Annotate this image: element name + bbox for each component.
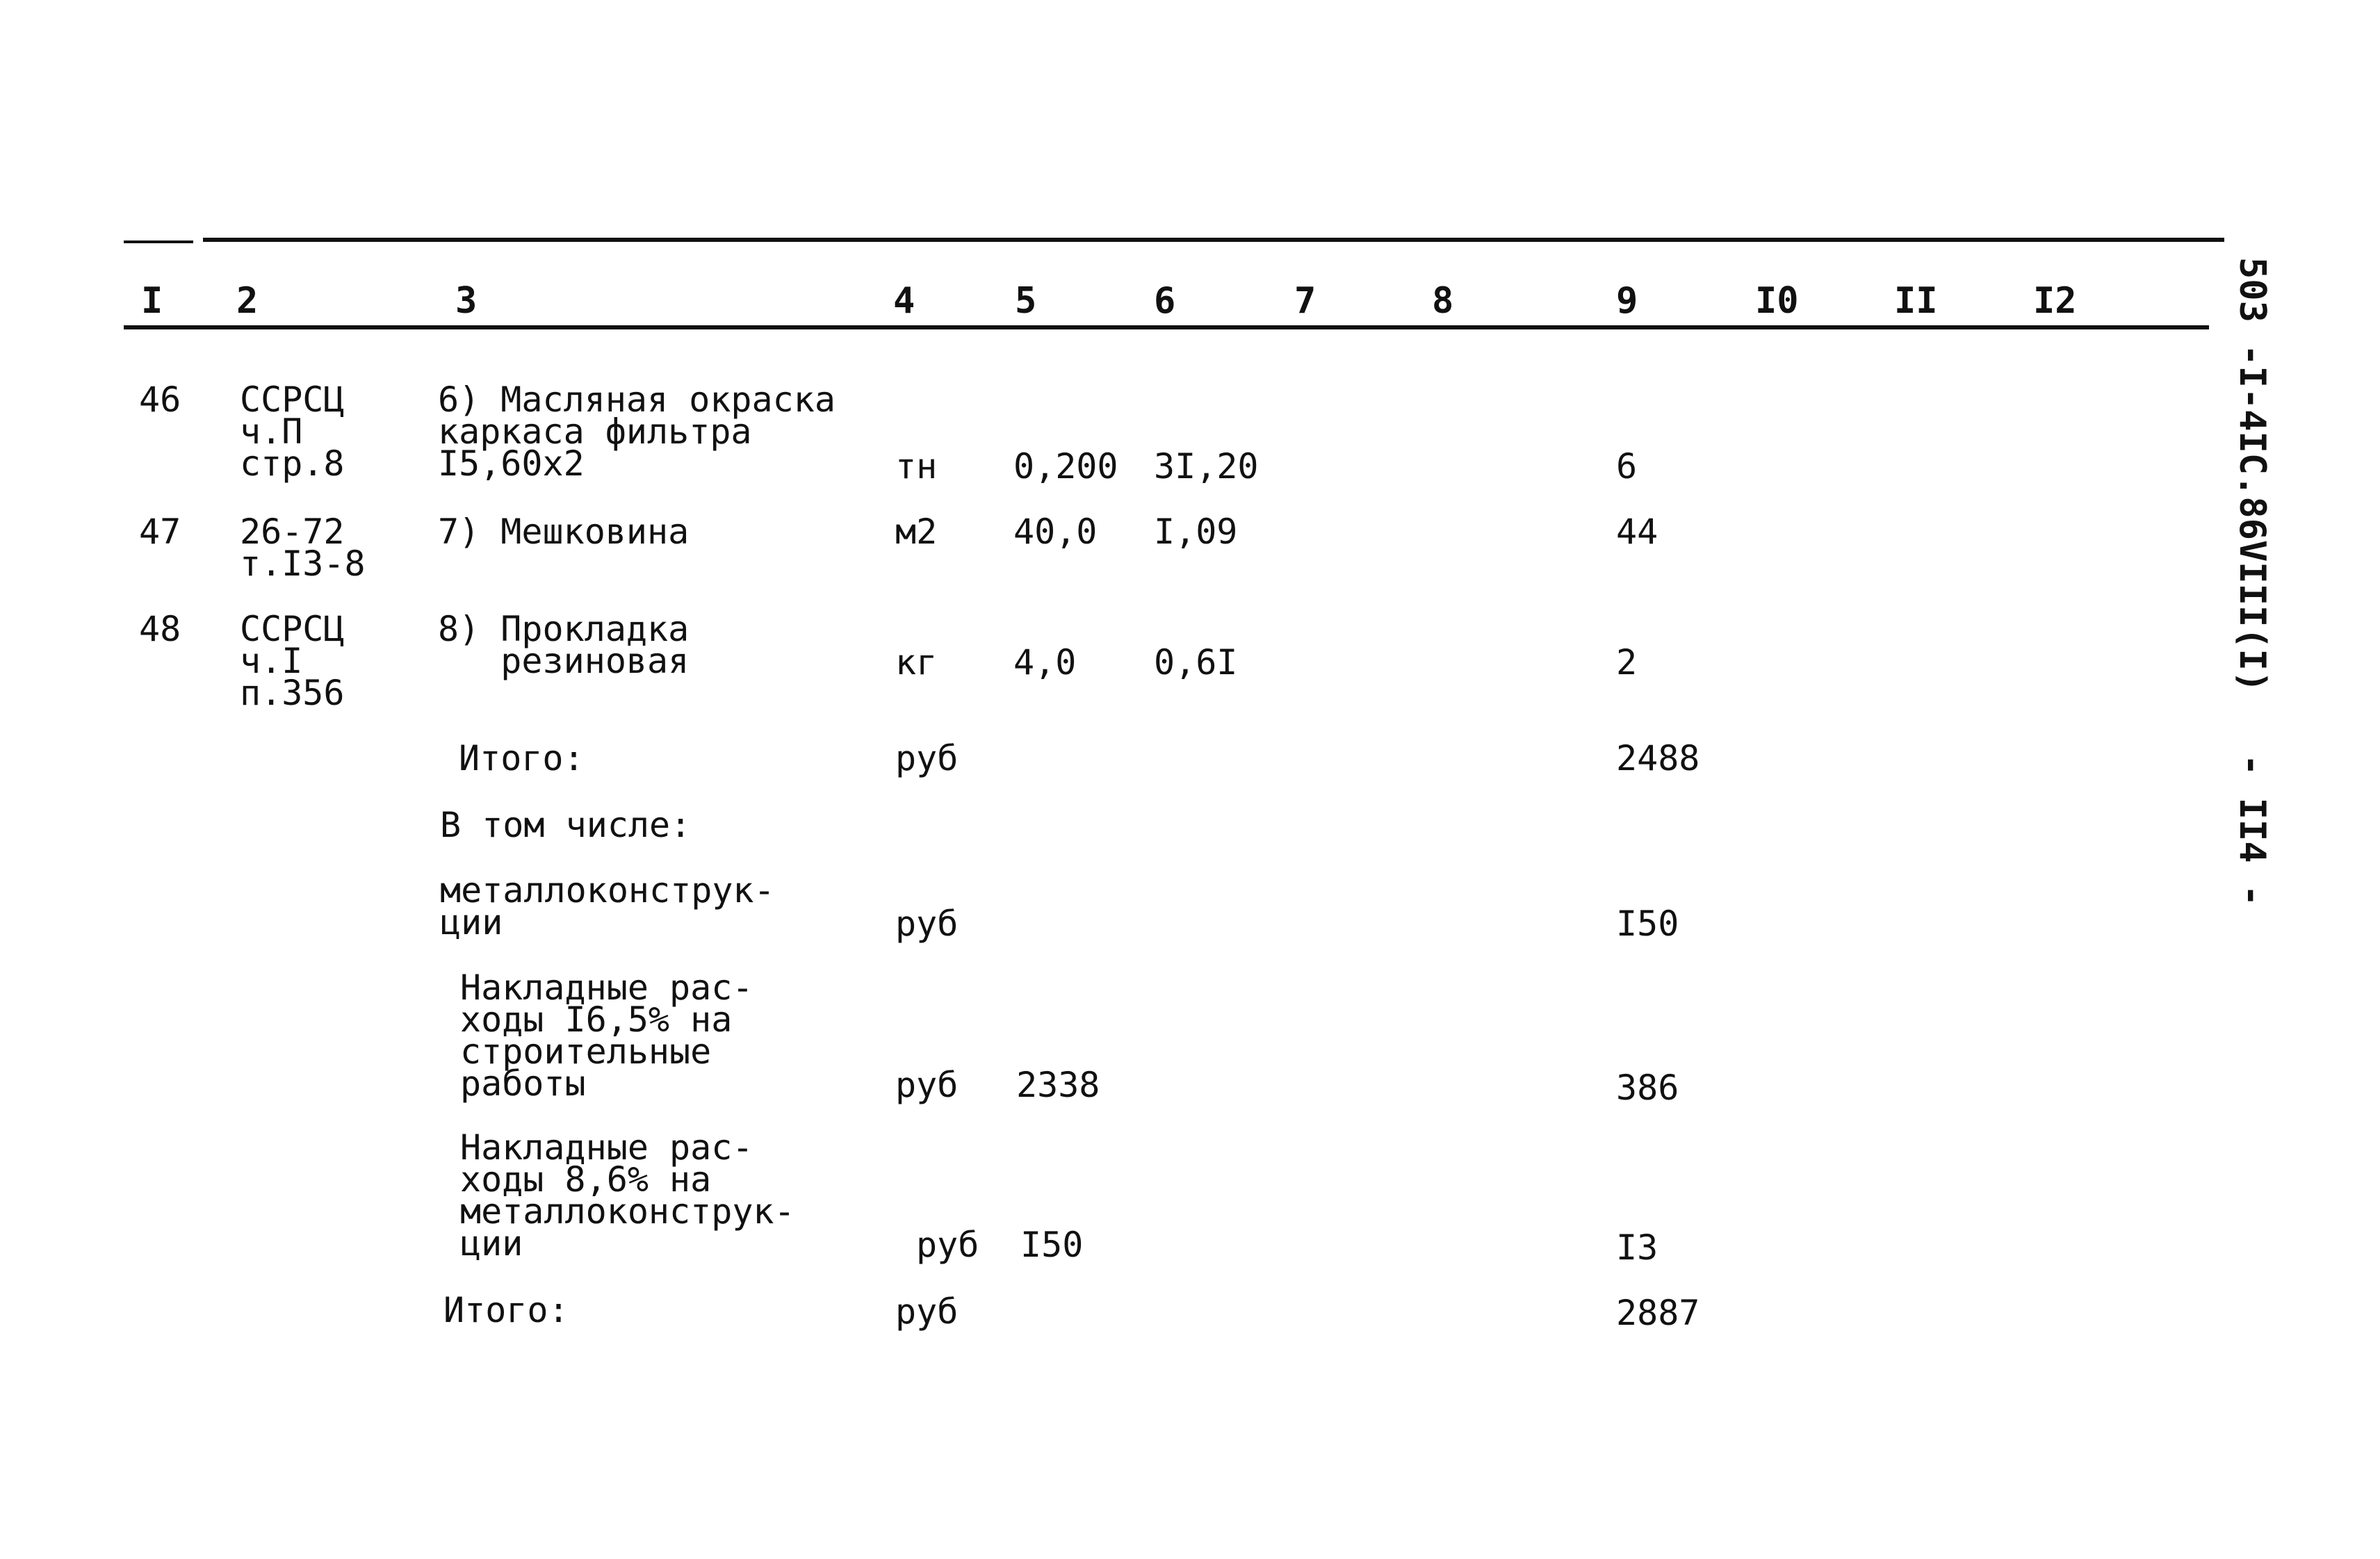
row-unit-price: 3I,20 (1154, 446, 1259, 487)
row-reference-line: 26-72 (240, 512, 345, 552)
row-number: 48 (139, 609, 181, 649)
column-header-12: I2 (2033, 280, 2077, 322)
column-header-5: 5 (1015, 280, 1037, 322)
column-header-6: 6 (1154, 280, 1176, 322)
column-header-7: 7 (1294, 280, 1317, 322)
overhead-metal-total: I3 (1616, 1227, 1658, 1268)
overhead-build-label-line: ходы I6,5% на (460, 999, 733, 1040)
row-quantity: 4,0 (1013, 642, 1077, 683)
metal-label-line: металлоконструк- (440, 870, 775, 911)
overhead-metal-label-line: ходы 8,6% на (460, 1159, 712, 1200)
row-unit-price: 0,6I (1154, 642, 1238, 683)
overhead-metal-unit: руб (916, 1225, 979, 1265)
row-reference-line: т.I3-8 (240, 544, 366, 584)
row-number: 46 (139, 379, 181, 420)
overhead-build-label-line: Накладные рас- (460, 968, 753, 1008)
metal-unit: руб (895, 904, 959, 944)
page-number: - II4 - (2231, 754, 2273, 907)
row-reference-line: ССРСЦ (240, 609, 345, 649)
sheet-code: 503 -I-4IC.86VIII(I) (2231, 257, 2273, 693)
subtotal-label: Итого: (459, 738, 585, 778)
metal-label-line: ции (440, 902, 503, 942)
grand-total: 2887 (1616, 1293, 1700, 1333)
including-label: В том числе: (440, 805, 692, 845)
top-rule (203, 238, 2224, 242)
overhead-metal-label-line: металлоконструк- (460, 1191, 795, 1232)
overhead-metal-base: I50 (1020, 1225, 1084, 1265)
metal-total: I50 (1616, 904, 1679, 944)
column-header-3: 3 (455, 280, 478, 322)
overhead-build-total: 386 (1616, 1068, 1679, 1108)
column-header-1: I (141, 280, 163, 322)
row-description-line: 6) Масляная окраска (438, 379, 836, 420)
row-total: 6 (1616, 446, 1638, 487)
row-description-line: каркаса фильтра (438, 411, 752, 452)
row-unit-price: I,09 (1154, 512, 1238, 552)
overhead-build-unit: руб (895, 1065, 959, 1105)
row-reference-line: стр.8 (240, 443, 345, 484)
overhead-build-label-line: строительные (460, 1031, 712, 1072)
row-reference-line: п.356 (240, 673, 345, 713)
row-description-line: 7) Мешковина (438, 512, 690, 552)
column-header-11: II (1894, 280, 1938, 322)
column-header-4: 4 (893, 280, 915, 322)
row-unit: кг (895, 642, 938, 683)
header-rule (124, 325, 2209, 329)
top-rule-short (124, 240, 193, 243)
total-unit: руб (895, 1291, 959, 1332)
row-quantity: 40,0 (1013, 512, 1098, 552)
total-label: Итого: (443, 1290, 569, 1330)
row-description-line: 8) Прокладка (438, 609, 690, 649)
overhead-metal-label-line: ции (460, 1223, 523, 1264)
column-header-10: I0 (1755, 280, 1799, 322)
row-unit: тн (895, 446, 938, 487)
row-reference-line: ч.П (240, 411, 303, 452)
column-header-2: 2 (236, 280, 259, 322)
row-reference-line: ч.I (240, 641, 303, 681)
column-header-9: 9 (1616, 280, 1638, 322)
overhead-build-label-line: работы (460, 1063, 586, 1104)
row-total: 44 (1616, 512, 1658, 552)
subtotal-total: 2488 (1616, 738, 1700, 778)
row-quantity: 0,200 (1013, 446, 1118, 487)
overhead-build-base: 2338 (1016, 1065, 1100, 1105)
row-reference-line: ССРСЦ (240, 379, 345, 420)
row-unit: м2 (895, 512, 938, 552)
row-total: 2 (1616, 642, 1638, 683)
overhead-metal-label-line: Накладные рас- (460, 1127, 753, 1168)
row-number: 47 (139, 512, 181, 552)
row-description-line: I5,60х2 (438, 443, 585, 484)
column-header-8: 8 (1432, 280, 1454, 322)
row-description-line: резиновая (438, 641, 690, 681)
subtotal-unit: руб (895, 738, 959, 778)
